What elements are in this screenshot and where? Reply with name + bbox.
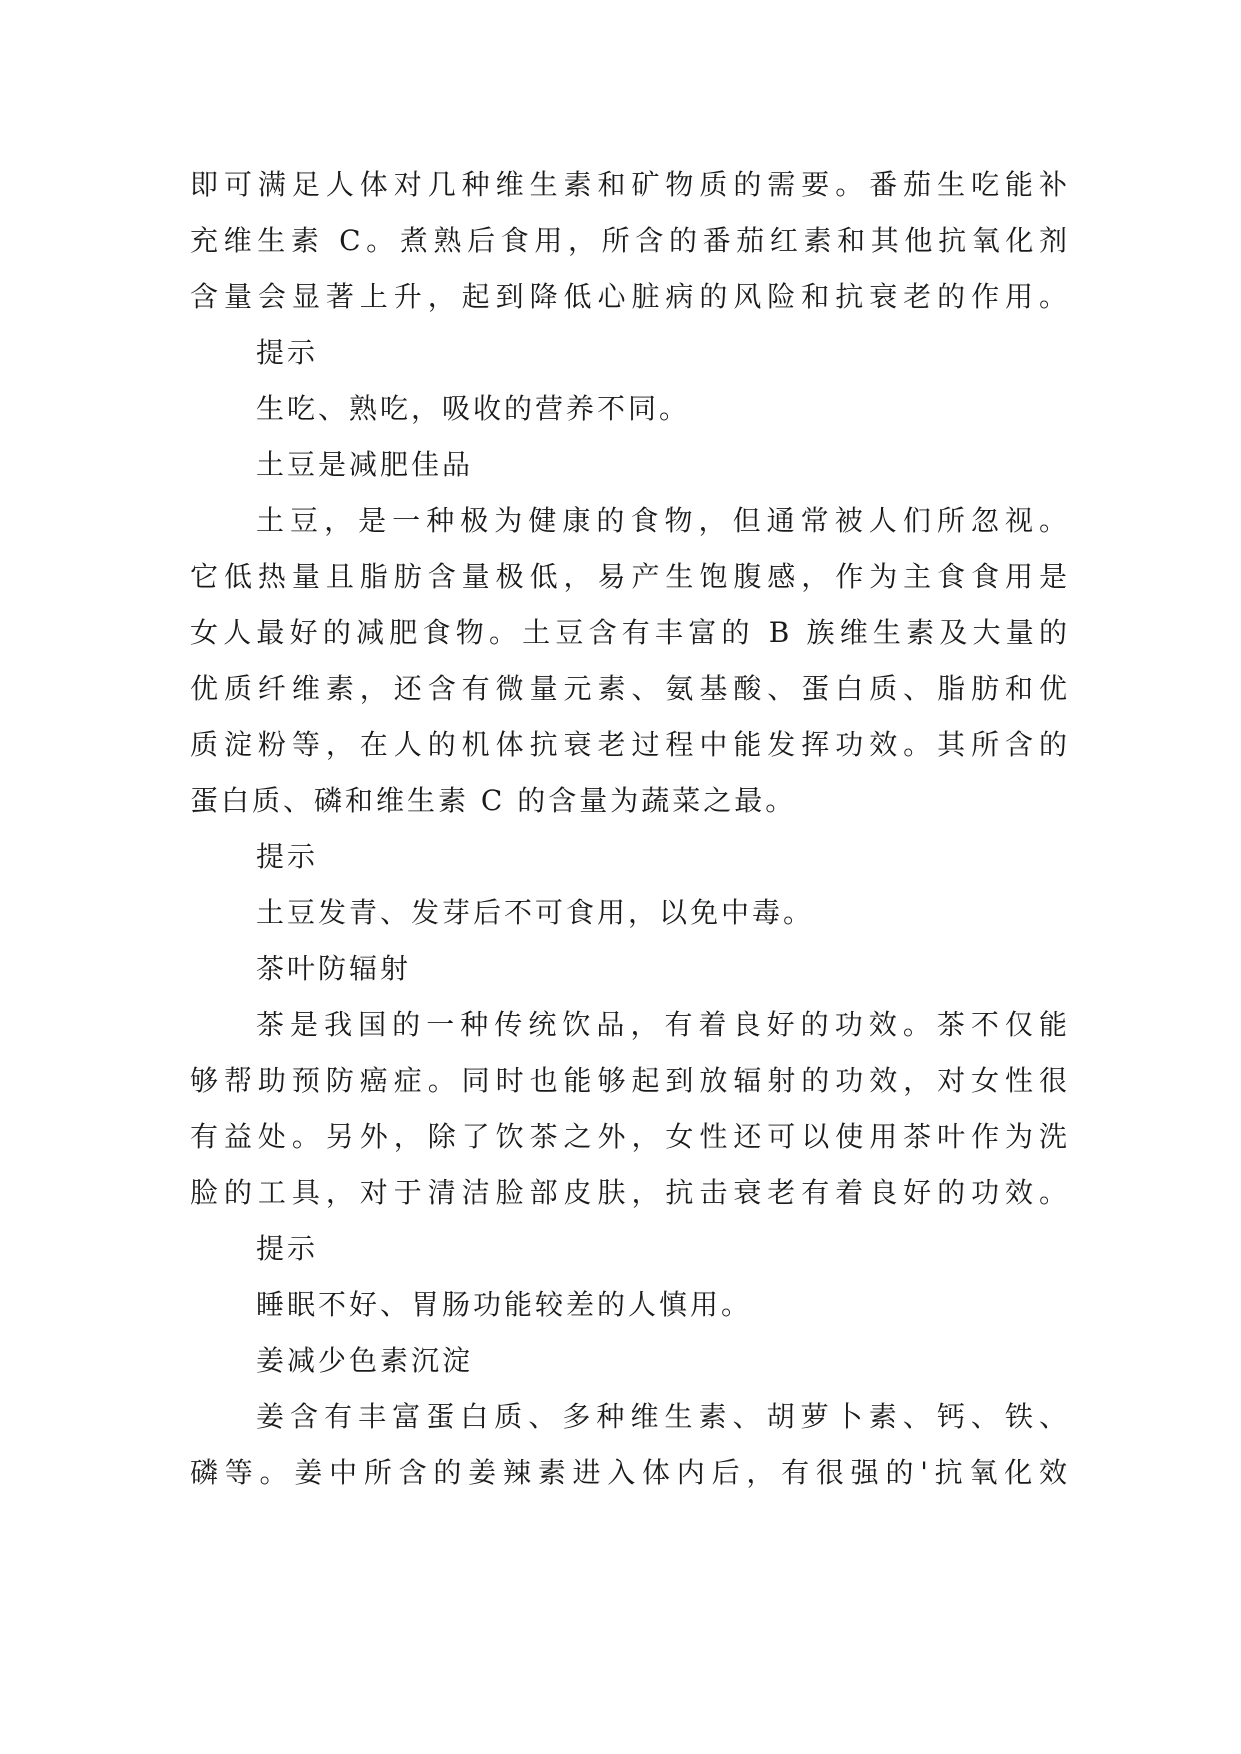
tip-text: 土豆发青、发芽后不可食用，以免中毒。 bbox=[256, 896, 815, 929]
body-line: 蛋白质、磷和维生素 C 的含量为蔬菜之最。 bbox=[190, 784, 797, 817]
tip-text: 生吃、熟吃，吸收的营养不同。 bbox=[256, 392, 691, 425]
tip-heading: 提示 bbox=[256, 840, 319, 873]
body-line: 即可满足人体对几种维生素和矿物质的需要。番茄生吃能补 bbox=[190, 168, 1070, 201]
tip-text: 睡眠不好、胃肠功能较差的人慎用。 bbox=[256, 1288, 753, 1321]
body-line: 含量会显著上升，起到降低心脏病的风险和抗衰老的作用。 bbox=[190, 280, 1070, 313]
section-heading-tea: 茶叶防辐射 bbox=[256, 952, 412, 985]
section-heading-potato: 土豆是减肥佳品 bbox=[256, 448, 474, 481]
body-line: 优质纤维素，还含有微量元素、氨基酸、蛋白质、脂肪和优 bbox=[190, 672, 1070, 705]
tip-heading: 提示 bbox=[256, 1232, 319, 1265]
body-line: 土豆，是一种极为健康的食物，但通常被人们所忽视。 bbox=[256, 504, 1070, 537]
tip-heading: 提示 bbox=[256, 336, 319, 369]
body-line: 质淀粉等，在人的机体抗衰老过程中能发挥功效。其所含的 bbox=[190, 728, 1070, 761]
section-heading-ginger: 姜减少色素沉淀 bbox=[256, 1344, 474, 1377]
body-line: 茶是我国的一种传统饮品，有着良好的功效。茶不仅能 bbox=[256, 1008, 1070, 1041]
body-line: 磷等。姜中所含的姜辣素进入体内后，有很强的'抗氧化效 bbox=[190, 1456, 1070, 1489]
body-line: 充维生素 C。煮熟后食用，所含的番茄红素和其他抗氧化剂 bbox=[190, 224, 1070, 257]
body-line: 女人最好的减肥食物。土豆含有丰富的 B 族维生素及大量的 bbox=[190, 616, 1070, 649]
body-line: 脸的工具，对于清洁脸部皮肤，抗击衰老有着良好的功效。 bbox=[190, 1176, 1070, 1209]
body-line: 够帮助预防癌症。同时也能够起到放辐射的功效，对女性很 bbox=[190, 1064, 1070, 1097]
body-line: 姜含有丰富蛋白质、多种维生素、胡萝卜素、钙、铁、 bbox=[256, 1400, 1070, 1433]
body-line: 它低热量且脂肪含量极低，易产生饱腹感，作为主食食用是 bbox=[190, 560, 1070, 593]
body-line: 有益处。另外，除了饮茶之外，女性还可以使用茶叶作为洗 bbox=[190, 1120, 1070, 1153]
